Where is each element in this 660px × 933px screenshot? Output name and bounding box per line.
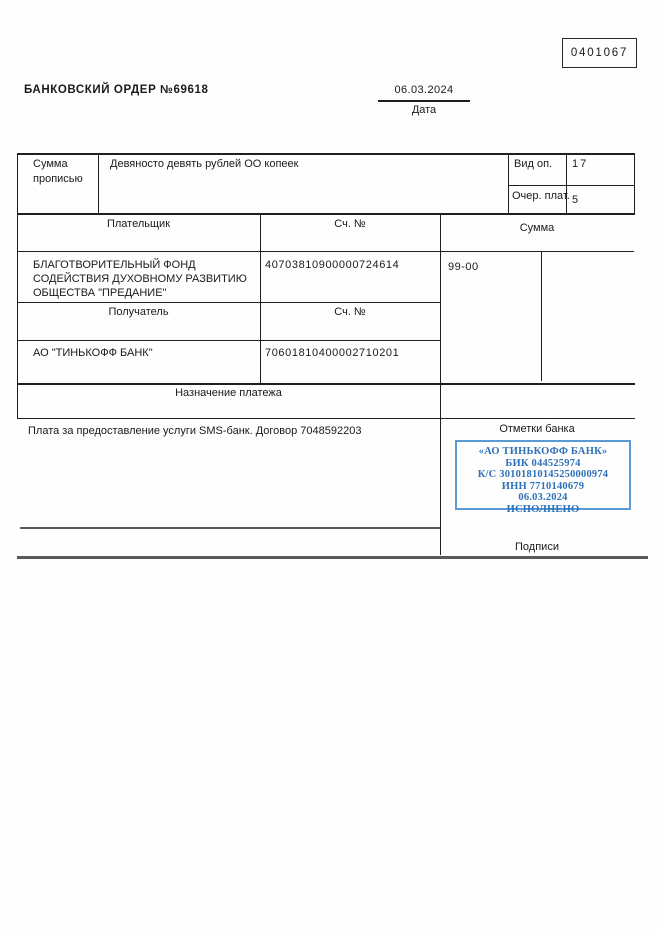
table-line [260, 213, 261, 383]
table-line [566, 153, 567, 213]
amount-column-label: Сумма [519, 222, 555, 234]
bank-stamp [455, 440, 631, 515]
stamp-status: ИСПОЛНЕНО [506, 503, 580, 515]
purpose-label: Назначение платежа [175, 387, 282, 399]
table-line [17, 153, 635, 155]
signatures-label: Подписи [515, 541, 559, 553]
document-bottom-rule [17, 556, 648, 559]
table-line [508, 185, 635, 186]
table-line [440, 213, 441, 555]
operation-type-value: 17 [572, 158, 589, 170]
table-line [17, 383, 635, 385]
payment-priority-label: Очер. плат. [512, 190, 570, 202]
payment-priority-value: 5 [572, 194, 579, 206]
recipient-label: Получатель [108, 306, 169, 318]
table-line [17, 418, 635, 419]
date-value: 06.03.2024 [394, 84, 454, 96]
stamp-bank-name: «АО ТИНЬКОФФ БАНК» [478, 446, 608, 457]
stamp-corr-account: К/С 30101810145250000974 [477, 469, 609, 481]
table-line [20, 527, 440, 529]
form-code-box [562, 38, 637, 68]
table-line [634, 153, 635, 214]
table-line [17, 213, 635, 215]
amount-value: 99-00 [448, 261, 479, 273]
payer-account-label: Сч. № [334, 218, 366, 230]
table-line [17, 153, 18, 418]
table-line [541, 251, 542, 381]
date-underline [378, 100, 470, 102]
form-code: 0401067 [570, 47, 629, 59]
table-line [17, 340, 440, 341]
recipient-name: АО "ТИНЬКОФФ БАНК" [33, 347, 153, 359]
stamp-date: 06.03.2024 [518, 492, 568, 504]
table-line [508, 153, 509, 213]
stamp-inn: ИНН 7710140679 [501, 480, 585, 492]
purpose-value: Плата за предоставление услуги SMS-банк. Договор 7048592203 [28, 425, 362, 437]
recipient-account-number: 70601810400002710201 [265, 347, 400, 359]
date-label: Дата [411, 104, 437, 116]
payer-name: БЛАГОТВОРИТЕЛЬНЫЙ ФОНД СОДЕЙСТВИЯ ДУХОВНОМУ РАЗВИТИЮ ОБЩЕСТВА "ПРЕДАНИЕ" [33, 259, 247, 299]
document-title: БАНКОВСКИЙ ОРДЕР №69618 [24, 84, 209, 96]
operation-type-label: Вид оп. [514, 158, 553, 170]
table-line [98, 153, 99, 213]
amount-words-value: Девяносто девять рублей ОО копеек [110, 158, 299, 170]
bank-marks-label: Отметки банка [499, 423, 575, 435]
amount-words-label: Сумма прописью [33, 158, 83, 185]
payer-account-number: 40703810900000724614 [265, 259, 400, 271]
stamp-bik: БИК 044525974 [505, 457, 581, 469]
payer-label: Плательщик [106, 218, 171, 230]
recipient-account-label: Сч. № [334, 306, 366, 318]
table-line [17, 302, 440, 303]
